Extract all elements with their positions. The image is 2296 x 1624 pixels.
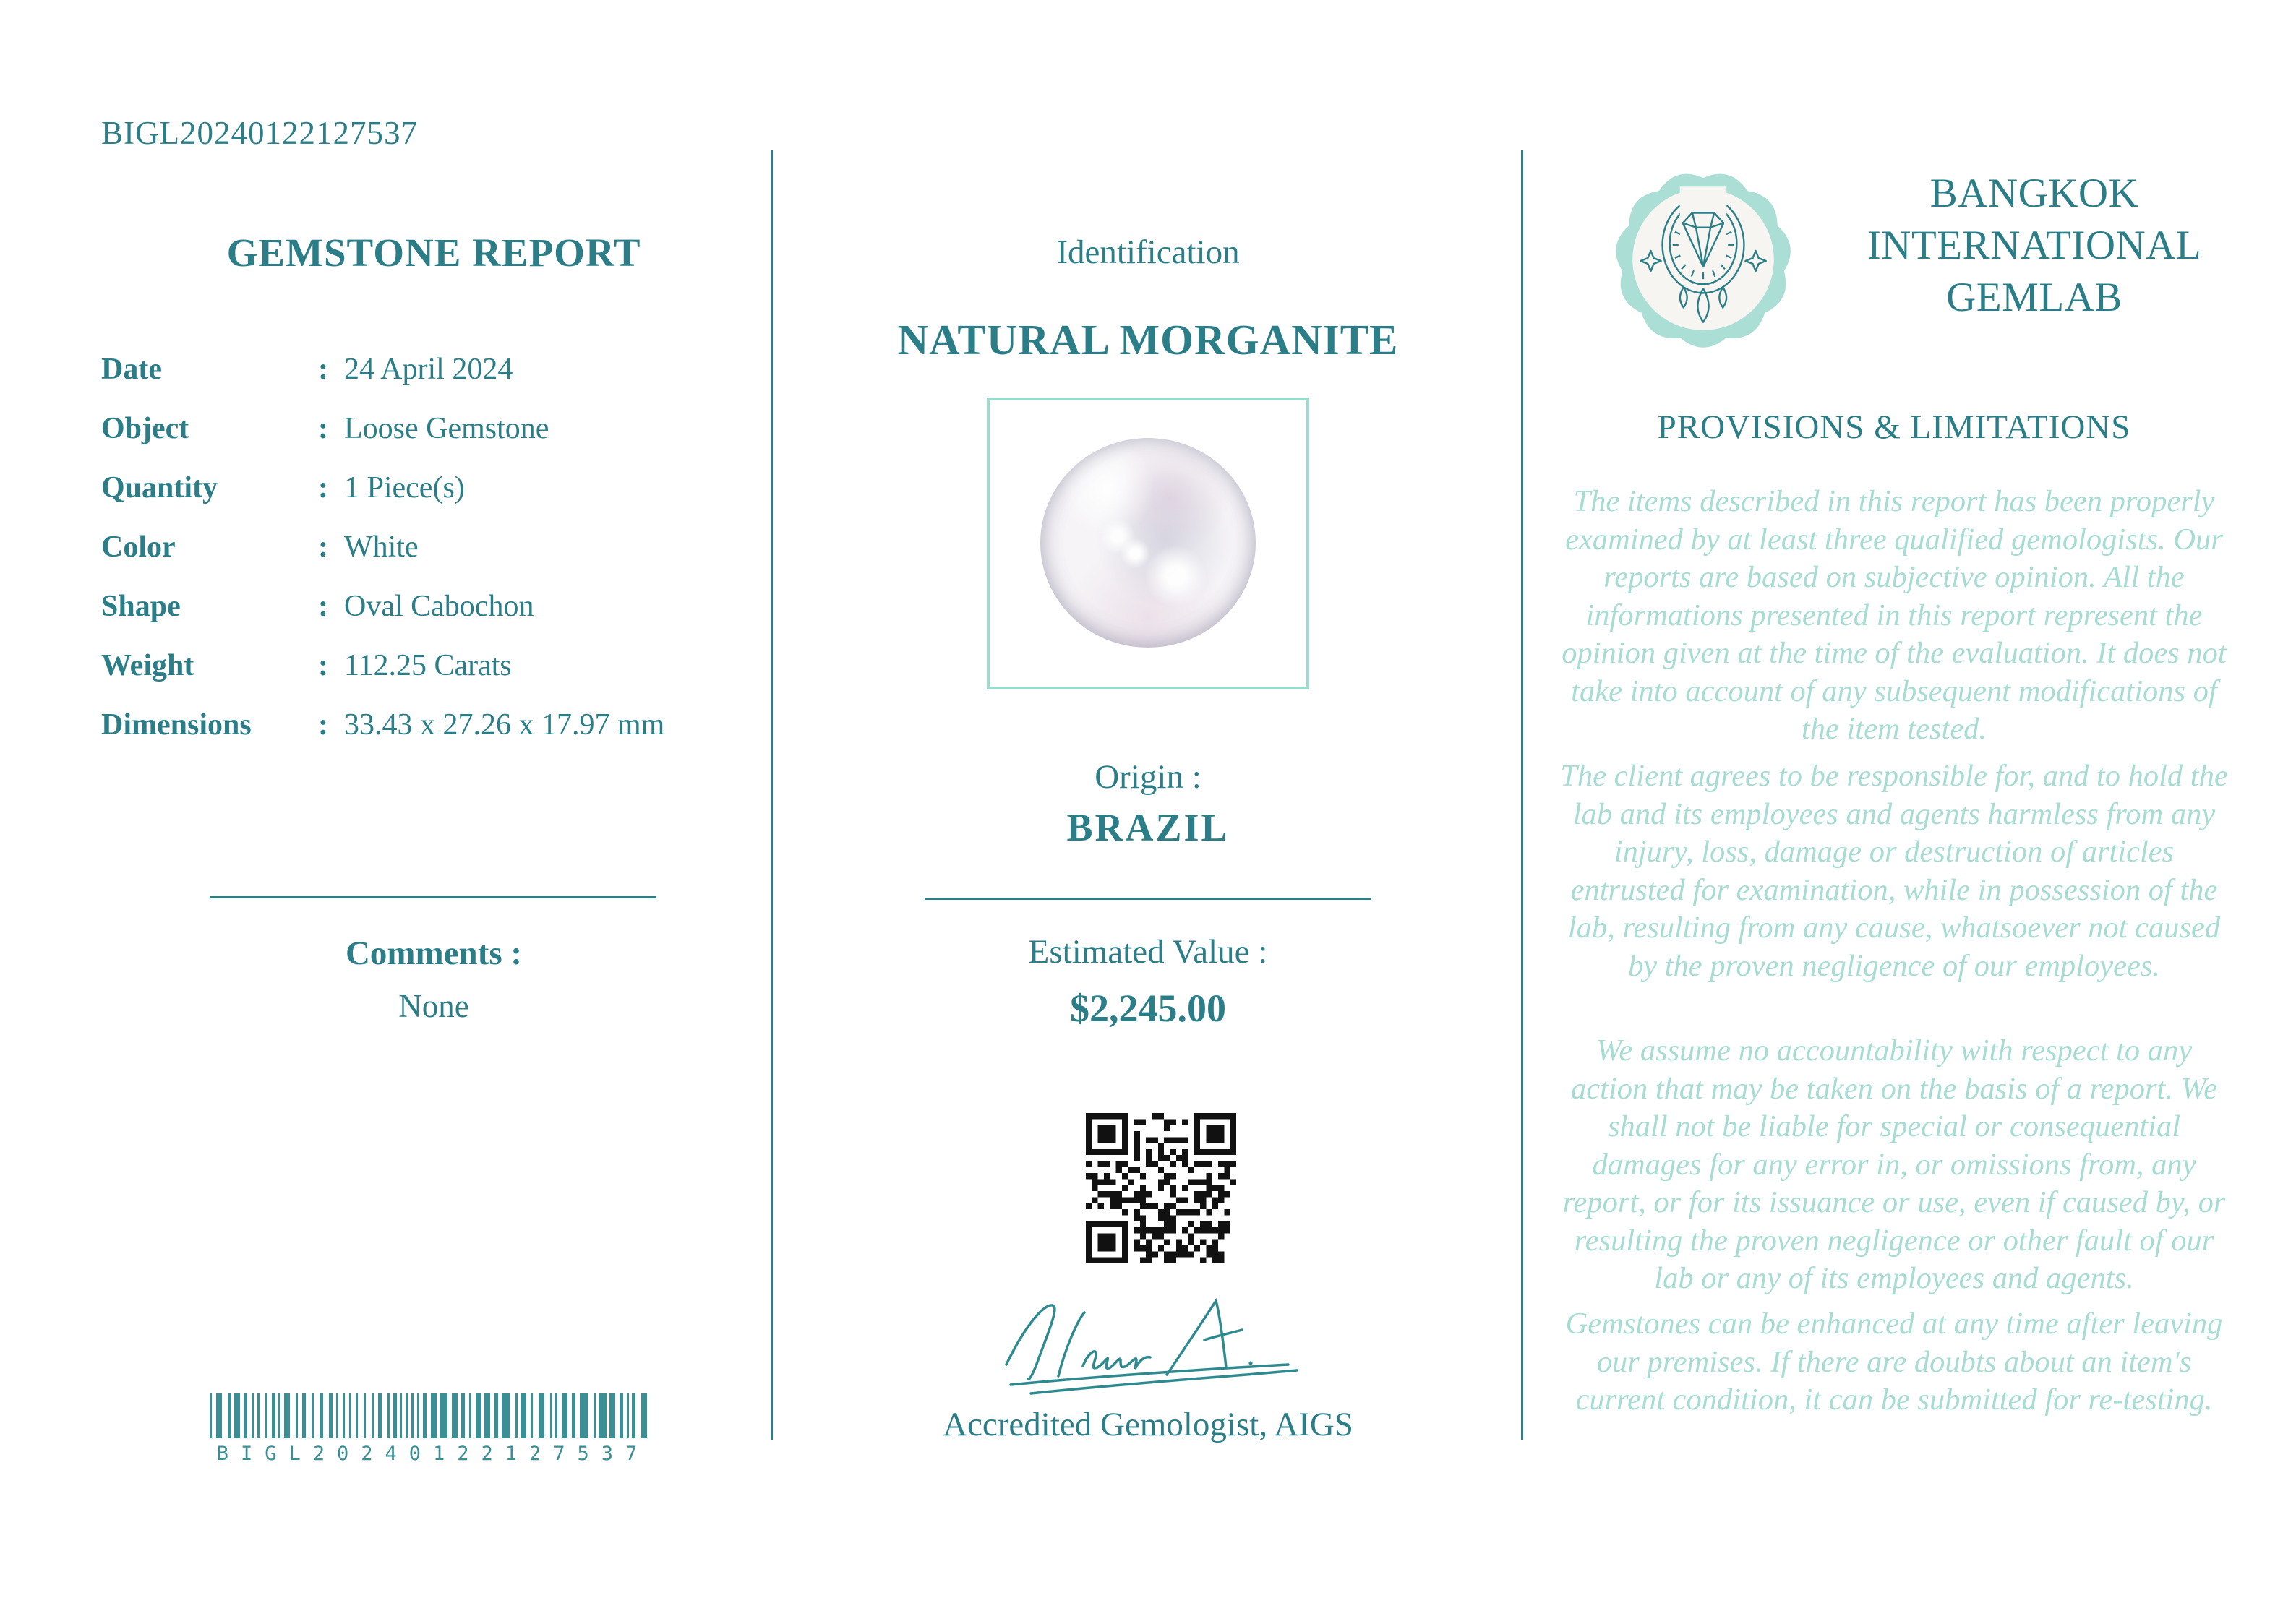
detail-value-object: Loose Gemstone xyxy=(344,412,549,445)
table-row xyxy=(101,399,766,458)
detail-value-quantity: 1 Piece(s) xyxy=(344,471,465,504)
detail-value-color: White xyxy=(344,530,419,564)
detail-label-date: Date xyxy=(101,353,162,386)
right-column-divider xyxy=(1521,150,1523,1440)
provisions-heading: PROVISIONS & LIMITATIONS xyxy=(1657,408,2131,446)
table-row xyxy=(101,577,766,636)
page-title: GEMSTONE REPORT xyxy=(226,231,641,275)
table-row xyxy=(101,517,766,577)
lab-name-line: BANGKOK xyxy=(1929,171,2139,216)
left-column-divider xyxy=(771,150,773,1440)
identification-heading: Identification xyxy=(1056,233,1240,271)
table-row xyxy=(101,458,766,517)
detail-label-quantity: Quantity xyxy=(101,471,218,504)
detail-colon: : xyxy=(318,471,328,504)
origin-label: Origin : xyxy=(1095,758,1201,796)
barcode-text: BIGL20240122127537 xyxy=(216,1443,650,1465)
detail-value-weight: 112.25 Carats xyxy=(344,649,512,682)
detail-label-weight: Weight xyxy=(101,649,194,682)
value-divider-line xyxy=(925,898,1371,900)
detail-colon: : xyxy=(318,353,328,386)
report-number: BIGL20240122127537 xyxy=(101,115,418,151)
gem-photo xyxy=(1040,438,1256,648)
detail-label-object: Object xyxy=(101,412,189,445)
estimated-value-label: Estimated Value : xyxy=(1028,933,1268,971)
comments-divider-line xyxy=(210,896,656,898)
detail-value-dimensions: 33.43 x 27.26 x 17.97 mm xyxy=(344,708,665,742)
detail-colon: : xyxy=(318,590,328,623)
gem-name: NATURAL MORGANITE xyxy=(897,316,1399,364)
detail-value-shape: Oval Cabochon xyxy=(344,590,534,623)
provisions-paragraph: Gemstones can be enhanced at any time after leaving our premises. If there are doubts about an item's current condition, it can be submitted for re-testing. xyxy=(1565,1307,2223,1417)
detail-label-dimensions: Dimensions xyxy=(101,708,252,742)
gemologist-signature xyxy=(996,1294,1308,1399)
table-row xyxy=(101,695,766,755)
gem-details-table xyxy=(101,340,766,755)
provisions-paragraph: The client agrees to be responsible for, and to hold the lab and its employees and agents harmless from any injury, loss, damage or destruction of articles entrusted for examination, while in possession of the lab, resulting from any cause, whatsoever not caused by the proven negligence of our employees. xyxy=(1560,759,2228,983)
qr-code xyxy=(1086,1113,1236,1263)
comments-value: None xyxy=(398,988,469,1024)
detail-label-shape: Shape xyxy=(101,590,181,623)
detail-colon: : xyxy=(318,649,328,682)
comments-heading: Comments : xyxy=(345,935,523,972)
table-row xyxy=(101,636,766,695)
gemlab-logo-icon xyxy=(1610,166,1796,353)
provisions-paragraph: We assume no accountability with respect to any action that may be taken on the basis of a report. We shall not be liable for special or consequential damages for any error in, or omissions from, any report, or for its issuance or use, even if caused by, or resulting the proven negligence or other fault of our lab or any of its employees and agents. xyxy=(1562,1034,2226,1295)
detail-colon: : xyxy=(318,530,328,564)
detail-value-date: 24 April 2024 xyxy=(344,353,513,386)
lab-name xyxy=(1797,168,2271,324)
provisions-paragraph: The items described in this report has been properly examined by at least three qualified gemologists. Our reports are based on subjective opinion. All the informations presented in this report represent the opinion given at the time of the evaluation. It does not take into account of any subsequent modifications of the item tested. xyxy=(1562,484,2227,746)
barcode xyxy=(210,1393,656,1438)
estimated-value-amount: $2,245.00 xyxy=(1070,987,1226,1030)
table-row xyxy=(101,340,766,399)
lab-name-line: INTERNATIONAL xyxy=(1867,223,2202,268)
accredited-gemologist-text: Accredited Gemologist, AIGS xyxy=(943,1406,1353,1443)
origin-value: BRAZIL xyxy=(1066,806,1230,849)
detail-colon: : xyxy=(318,708,328,742)
detail-label-color: Color xyxy=(101,530,176,564)
detail-colon: : xyxy=(318,412,328,445)
lab-name-line: GEMLAB xyxy=(1946,275,2122,320)
